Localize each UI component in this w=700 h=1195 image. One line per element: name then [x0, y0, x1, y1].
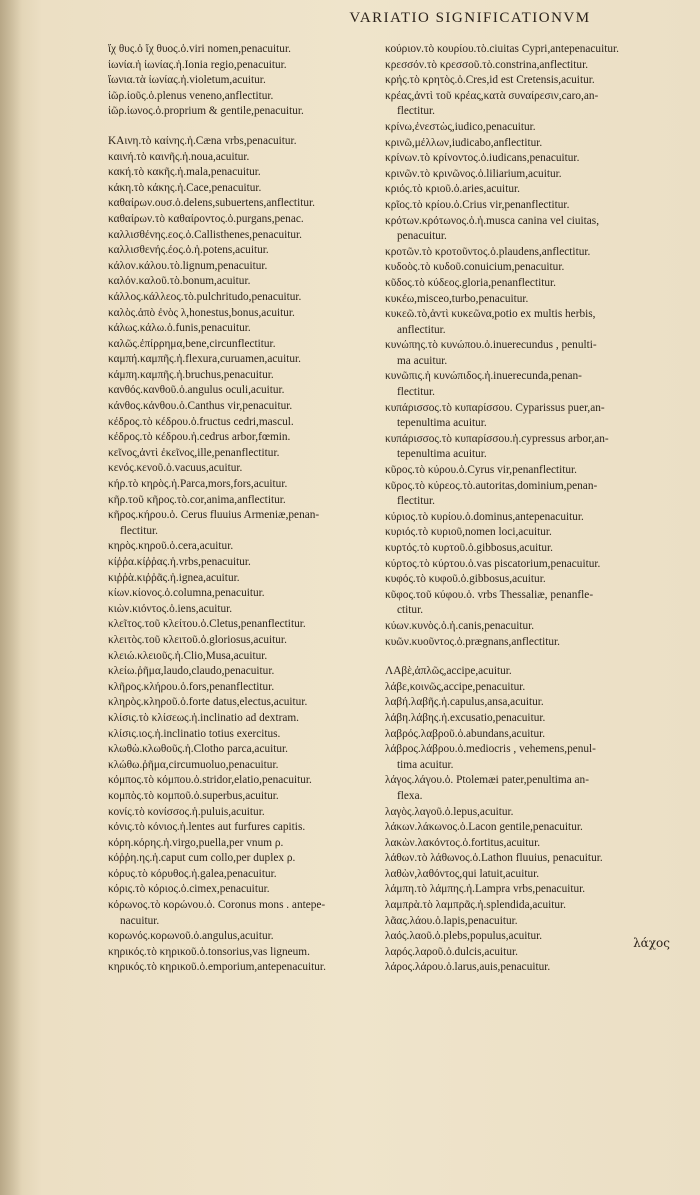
- entry-line: κενός.κενοῦ.ὁ.vacuus,acuitur.: [108, 462, 243, 475]
- entry-line: καθαίρων.τὸ καθαίροντος.ὁ.purgans,penac.: [108, 212, 304, 225]
- entry-line: ΛΑβὲ,ἀπλῶς,accipe,acuitur.: [385, 665, 512, 678]
- entry-line: καμπή.καμπῆς.ἡ.flexura,curuamen,acuitur.: [108, 353, 301, 366]
- entry-line: κόῤῥη.ης.ἡ.caput cum collo,per duplex ρ.: [108, 852, 296, 865]
- entry-line: κρής.τὸ κρητὸς.ὁ.Cres,id est Cretensis,acuitur.: [385, 74, 595, 87]
- entry-line: λαμπρὰ.τὸ λαμπρᾶς.ἡ.splendida,acuitur.: [385, 899, 566, 912]
- entry-line: κόρις.τὸ κόριος.ὁ.cimex,penacuitur.: [108, 883, 270, 896]
- entry-line: κάλον.κάλου.τὸ.lignum,penacuitur.: [108, 259, 268, 272]
- entry-line: κρῖος.τὸ κρίου.ὁ.Crius vir,penanflectitur.: [385, 198, 570, 211]
- entry-line: λάμπη.τὸ λάμπης.ἡ.Lampra vrbs,penacuitur.: [385, 883, 586, 896]
- entry-line: tima acuitur.: [397, 758, 454, 771]
- entry-line: κύων.κυνὸς.ὁ.ἡ.canis,penacuitur.: [385, 619, 535, 632]
- entry-line: κόρη.κόρης.ἡ.virgo,puella,per vnum ρ.: [108, 836, 284, 849]
- entry-line: κυκέω,misceo,turbo,penacuitur.: [385, 292, 529, 305]
- entry-line: κρινῶ,μέλλων,iudicabo,anflectitur.: [385, 136, 543, 149]
- entry-line: καθαίρων.ουσ.ὁ.delens,subuertens,anflectitur.: [108, 197, 315, 210]
- entry-line: λαβρός.λαβροῦ.ὁ.abundans,acuitur.: [385, 727, 546, 740]
- entry-line: κήρ.τὸ κηρὸς.ἡ.Parca,mors,fors,acuitur.: [108, 478, 288, 491]
- section-gap: [385, 650, 670, 664]
- entry-line: λαθὼν,λαθόντος,qui latuit,acuitur.: [385, 867, 540, 880]
- entry-line: κόμπος.τὸ κόμπου.ὁ.stridor,elatio,penacuitur.: [108, 774, 312, 787]
- entry-line: λακὼν.λακόντος.ὁ.fortitus,acuitur.: [385, 836, 541, 849]
- entry-line: καλῶς.ἐπίρρημα,bene,circunflectitur.: [108, 337, 276, 350]
- entry-line: λάκων.λάκωνος.ὁ.Lacon gentile,penacuitur.: [385, 821, 583, 834]
- entry-line: κλῆρος.κλήρου.ὁ.fors,penanflectitur.: [108, 680, 275, 693]
- entry-line: κυριός.τὸ κυριοῦ,nomen loci,acuitur.: [385, 526, 552, 539]
- entry-line: ἰωνία.ἡ ἰωνίας.ἡ.Ionia regio,penacuitur.: [108, 58, 287, 71]
- entry-line: ἰῶρ.ἰοῦς.ὁ.plenus veneno,anflectitur.: [108, 89, 274, 102]
- entry-line: λάβε,κοινῶς,accipe,penacuitur.: [385, 680, 526, 693]
- entry-line: ἴχ θυς.ὁ ἴχ θυος.ὁ.viri nomen,penacuitur.: [108, 43, 291, 55]
- entry-line: κρεσσόν.τὸ κρεσσοῦ.τὸ.constrina,anflectitur.: [385, 58, 589, 71]
- entry-line: κιῤῥὰ.κιῤῥᾶς.ἡ.ignea,acuitur.: [108, 571, 240, 584]
- entry-line: κρέας,ἀντὶ τοῦ κρέας,κατὰ συναίρεσιν,caro,an-: [385, 89, 599, 102]
- running-head: VARIATIO SIGNIFICATIONVM: [349, 10, 591, 26]
- entry-line: λάθων.τὸ λάθωνος.ὁ.Lathon fluuius, penacuitur.: [385, 852, 603, 865]
- entry-line: καινή.τὸ καινῆς.ἡ.noua,acuitur.: [108, 150, 250, 163]
- entry-line: penacuitur.: [397, 230, 447, 243]
- entry-line: κιὼν.κιόντος.ὁ.iens,acuitur.: [108, 602, 233, 615]
- entry-line: κῦρος.τὸ κύρεος.τὸ.autoritas,dominium,penan-: [385, 479, 598, 492]
- entry-line: κυδοὸς.τὸ κυδοῦ.conuicium,penacuitur.: [385, 261, 565, 274]
- entry-line: tepenultima acuitur.: [397, 417, 487, 430]
- entry-line: κηρικός.τὸ κηρικοῦ.ὁ.tonsorius,vas ligneum.: [108, 945, 310, 958]
- entry-line: ἰῶρ.ἰωνος.ὁ.proprium & gentile,penacuitur.: [108, 105, 304, 118]
- entry-line: ma acuitur.: [397, 354, 448, 367]
- entry-line: ἴωνια.τὰ ἰωνίας.ἡ.violetum,acuitur.: [108, 74, 266, 87]
- entry-line: flectitur.: [397, 495, 435, 508]
- entry-line: κάνθος.κάνθου.ὁ.Canthus vir,penacuitur.: [108, 400, 293, 413]
- entry-line: κληρὸς.κληροῦ.ὁ.forte datus,electus,acuitur.: [108, 696, 308, 709]
- entry-line: κηρὸς.κηροῦ.ὁ.cera,acuitur.: [108, 540, 234, 553]
- entry-line: κῆρ.τοῦ κῆρος.τὸ.cor,anima,anflectitur.: [108, 493, 286, 506]
- entry-line: λάβρος.λάβρου.ὁ.mediocris , vehemens,penul-: [385, 743, 596, 756]
- entry-line: λαός.λαοῦ.ὁ.plebs,populus,acuitur.: [385, 930, 543, 943]
- entry-line: λαρός.λαροῦ.ὁ.dulcis,acuitur.: [385, 945, 518, 958]
- entry-line: nacuitur.: [120, 914, 160, 927]
- entry-line: anflectitur.: [397, 323, 446, 336]
- entry-line: καλλισθένης.εος.ὁ.Callisthenes,penacuitur.: [108, 228, 303, 241]
- entry-line: κλειτὸς.τοῦ κλειτοῦ.ὁ.gloriosus,acuitur.: [108, 633, 287, 646]
- entry-line: κλώθω.ῥῆμα,circumuoluo,penacuitur.: [108, 758, 279, 771]
- entry-line: κύρτος.τὸ κύρτου.ὁ.vas piscatorium,penacuitur.: [385, 557, 601, 570]
- entry-line: κῦρος.τὸ κύρου.ὁ.Cyrus vir,penanflectitur.: [385, 464, 578, 477]
- entry-line: κυκεῶ.τὸ,ἀντὶ κυκεῶνα,potio ex multis herbis,: [385, 308, 596, 321]
- entry-line: κυφός.τὸ κυφοῦ.ὁ.gibbosus,acuitur.: [385, 573, 546, 586]
- entry-line: λάρος.λάρου.ὁ.larus,auis,penacuitur.: [385, 961, 551, 974]
- entry-line: κανθός.κανθοῦ.ὁ.angulus oculi,acuitur.: [108, 384, 285, 397]
- entry-line: λᾶας.λάου.ὁ.lapis,penacuitur.: [385, 914, 518, 927]
- entry-line: κυπάρισσος.τὸ κυπαρίσσου.ἡ.cypressus arbor,an-: [385, 432, 609, 445]
- entry-line: κακή.τὸ κακῆς.ἡ.mala,penacuitur.: [108, 166, 261, 179]
- entry-line: κάλλος.κάλλεος.τὸ.pulchritudo,penacuitur.: [108, 290, 302, 303]
- entry-line: κυρτός.τὸ κυρτοῦ.ὁ.gibbosus,acuitur.: [385, 542, 553, 554]
- entry-line: ctitur.: [397, 604, 424, 617]
- left-column: [108, 42, 378, 976]
- right-column: [385, 42, 670, 976]
- entry-line: flectitur.: [120, 524, 158, 537]
- entry-line: κούριον.τὸ κουρίου.τὸ.ciuitas Cypri,antepenacuitur.: [385, 43, 619, 55]
- entry-line: κῦφος.τοῦ κύφου.ὁ. vrbs Thessaliæ, penanfle-: [385, 588, 594, 601]
- entry-line: ΚΑινη.τὸ καίνης.ἡ.Cæna vrbs,penacuitur.: [108, 134, 297, 147]
- entry-line: κυπάρισσος.τὸ κυπαρίσσου. Cyparissus puer,an-: [385, 401, 605, 414]
- entry-line: κεῖνος,ἀντὶ ἐκεῖνος,ille,penanflectitur.: [108, 446, 280, 459]
- entry-line: κάκη.τὸ κάκης.ἡ.Cace,penacuitur.: [108, 181, 262, 194]
- entry-line: καλὸς.ἀπὸ ἐνὸς λ,honestus,bonus,acuitur.: [108, 306, 295, 319]
- entry-line: κυνώπης.τὸ κυνώπου.ὁ.inuerecundus , penulti-: [385, 339, 597, 352]
- entry-line: κονίς.τὸ κονίσσος.ἡ.puluis,acuitur.: [108, 805, 265, 818]
- entry-line: καλλισθενής.έος.ὁ.ἡ.potens,acuitur.: [108, 244, 269, 257]
- entry-line: κῆρος.κήρου.ὁ. Cerus fluuius Armeniæ,penan-: [108, 509, 320, 522]
- entry-line: λαγὸς.λαγοῦ.ὁ.lepus,acuitur.: [385, 805, 514, 818]
- entry-line: κόρωνος.τὸ κορώνου.ὁ. Coronus mons . antepe-: [108, 899, 326, 912]
- entry-line: κύριος.τὸ κυρίου.ὁ.dominus,antepenacuitur.: [385, 510, 584, 523]
- entry-line: κλίσις.τὸ κλίσεως.ἡ.inclinatio ad dextram.: [108, 711, 299, 724]
- entry-line: κρίνω,ἐνεστὼς,iudico,penacuitur.: [385, 120, 536, 133]
- entry-line: κόρυς.τὸ κόρυθος.ἡ.galea,penacuitur.: [108, 867, 277, 880]
- entry-line: κλωθὼ.κλωθοῦς.ἡ.Clotho parca,acuitur.: [108, 743, 288, 756]
- entry-line: κυνῶπις.ἡ κυνώπιδος.ἡ.inuerecunda,penan-: [385, 370, 582, 383]
- entry-line: κίῤῥα.κίῤῥας.ἡ.vrbs,penacuitur.: [108, 556, 251, 568]
- entry-line: κροτῶν.τὸ κροτοῦντος.ὁ.plaudens,anflectitur.: [385, 245, 591, 258]
- entry-line: κέδρος.τὸ κέδρου.ὁ.fructus cedri,mascul.: [108, 415, 294, 428]
- entry-line: κόνις.τὸ κόνιος.ἡ.lentes aut furfures capitis.: [108, 821, 306, 834]
- entry-line: κορωνός.κορωνοῦ.ὁ.angulus,acuitur.: [108, 930, 274, 943]
- entry-line: tepenultima acuitur.: [397, 448, 487, 461]
- entry-line: κυῶν.κυοῦντος.ὁ.prægnans,anflectitur.: [385, 635, 560, 648]
- entry-line: λάβη.λάβης.ἡ.excusatio,penacuitur.: [385, 711, 546, 724]
- entry-line: κριός.τὸ κριοῦ.ὁ.aries,acuitur.: [385, 183, 520, 196]
- entry-line: flexa.: [397, 789, 423, 802]
- entry-line: κάμπη.καμπῆς.ἡ.bruchus,penacuitur.: [108, 368, 274, 381]
- entry-line: καλόν.καλοῦ.τὸ.bonum,acuitur.: [108, 275, 251, 288]
- entry-line: κρινῶν.τὸ κρινῶνος.ὁ.liliarium,acuitur.: [385, 167, 562, 180]
- entry-line: κέδρος.τὸ κέδρου.ἡ.cedrus arbor,fœmin.: [108, 431, 291, 444]
- entry-line: κρότων.κρότωνος.ὁ.ἡ.musca canina vel ciuitas,: [385, 214, 600, 227]
- entry-line: κλίσις.ιος.ἡ.inclinatio totius exercitus.: [108, 727, 281, 740]
- entry-line: κλείω.ῥῆμα,laudo,claudo,penacuitur.: [108, 665, 275, 678]
- entry-line: κίων.κίονος.ὁ.columna,penacuitur.: [108, 587, 265, 600]
- entry-line: κομπὸς.τὸ κομποῦ.ὁ.superbus,acuitur.: [108, 789, 279, 802]
- entry-line: κλεῖτος.τοῦ κλείτου.ὁ.Cletus,penanflectitur.: [108, 618, 306, 631]
- gutter-shadow: [0, 0, 22, 1195]
- entry-line: λάγος.λάγου.ὁ. Ptolemæi pater,penultima an-: [385, 774, 589, 787]
- entry-line: κλειώ.κλειοῦς.ἡ.Clio,Musa,acuitur.: [108, 649, 268, 662]
- entry-line: flectitur.: [397, 386, 435, 399]
- entry-line: κρίνων.τὸ κρίνοντος.ὁ.iudicans,penacuitur.: [385, 152, 580, 165]
- entry-line: κῦδος.τὸ κύδεος.gloria,penanflectitur.: [385, 276, 556, 289]
- catchword: λάχος: [633, 936, 670, 950]
- entry-line: flectitur.: [397, 105, 435, 118]
- section-gap: [108, 120, 378, 134]
- entry-line: κηρικός.τὸ κηρικοῦ.ὁ.emporium,antepenacuitur.: [108, 961, 326, 974]
- entry-line: λαβή.λαβῆς.ἡ.capulus,ansa,acuitur.: [385, 696, 544, 709]
- entry-line: κάλως.κάλω.ὁ.funis,penacuitur.: [108, 322, 251, 335]
